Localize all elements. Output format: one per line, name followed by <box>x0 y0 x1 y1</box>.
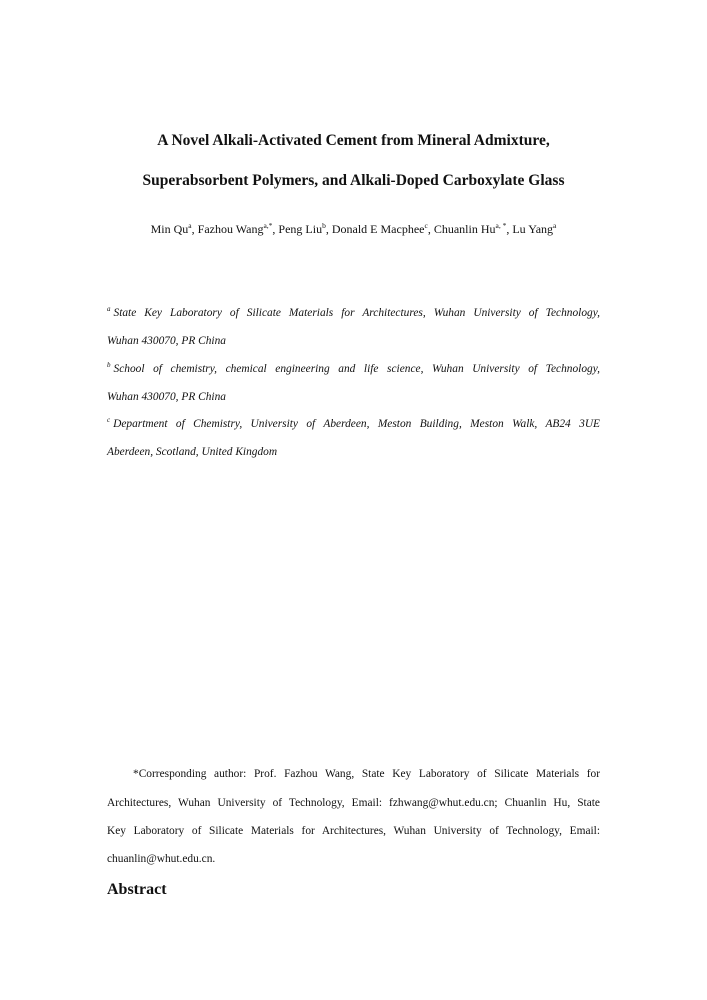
affiliation-line-1: $^c$ Department of Chemistry, University of Aberdeen, Meston Building, Meston Walk, AB24 3UE <box>107 416 600 430</box>
affiliation-line-1: $^a$ State Key Laboratory of Silicate Materials for Architectures, Wuhan University of Technology, <box>107 305 600 319</box>
author-affiliation-mark: a,* <box>263 221 273 230</box>
author-name: Chuanlin Hu <box>433 222 496 236</box>
affiliation-c <box>107 417 600 459</box>
author <box>198 222 279 236</box>
author-separator: , <box>506 222 513 236</box>
author-name: Min Qu <box>150 222 189 236</box>
affiliation-line-2: Wuhan 430070, PR China <box>107 391 226 403</box>
paper-title-line-1: A Novel Alkali-Activated Cement from Mineral Admixture, <box>157 132 550 149</box>
affiliation-line-2: Wuhan 430070, PR China <box>107 335 226 347</box>
affiliation-mark: a <box>107 305 111 313</box>
author-name: Peng Liu <box>278 222 323 236</box>
author-affiliation-mark: a <box>553 221 557 230</box>
affiliation-b <box>107 362 600 404</box>
author-separator: , <box>272 222 279 236</box>
author <box>434 222 513 236</box>
author <box>151 222 198 236</box>
author-name: Donald E Macphee <box>331 222 425 236</box>
author <box>332 222 434 236</box>
abstract-heading: Abstract <box>107 881 167 898</box>
author-name: Lu Yang <box>512 222 554 236</box>
author-separator: , <box>191 222 198 236</box>
author-affiliation-mark: b <box>322 221 326 230</box>
author-affiliation-mark: a, * <box>495 221 507 230</box>
paper-title-line-2: Superabsorbent Polymers, and Alkali-Doped Carboxylate Glass <box>142 172 565 189</box>
affiliation-line-1: $^b$ School of chemistry, chemical engineering and life science, Wuhan University of Technology, <box>107 361 600 375</box>
corresponding-line-4: chuanlin@whut.edu.cn. <box>107 853 216 865</box>
affiliation-a <box>107 306 600 348</box>
corresponding-line-1: *Corresponding author: Prof. Fazhou Wang, State Key Laboratory of Silicate Materials for <box>133 768 600 780</box>
author-separator: , <box>427 222 434 236</box>
corresponding-line-3: Key Laboratory of Silicate Materials for Architectures, Wuhan University of Technology, Email: <box>107 825 600 837</box>
author-affiliation-mark: a <box>188 221 192 230</box>
affiliation-mark: c <box>107 416 111 424</box>
corresponding-line-2: Architectures, Wuhan University of Technology, Email: fzhwang@whut.edu.cn; Chuanlin Hu, State <box>107 797 600 809</box>
author-affiliation-mark: c <box>424 221 428 230</box>
author-list <box>0 222 707 237</box>
author-separator: , <box>325 222 332 236</box>
author <box>278 222 331 236</box>
affiliation-mark: b <box>107 361 111 369</box>
author-name: Fazhou Wang <box>197 222 264 236</box>
author <box>512 222 556 236</box>
affiliation-line-2: Aberdeen, Scotland, United Kingdom <box>107 446 278 458</box>
